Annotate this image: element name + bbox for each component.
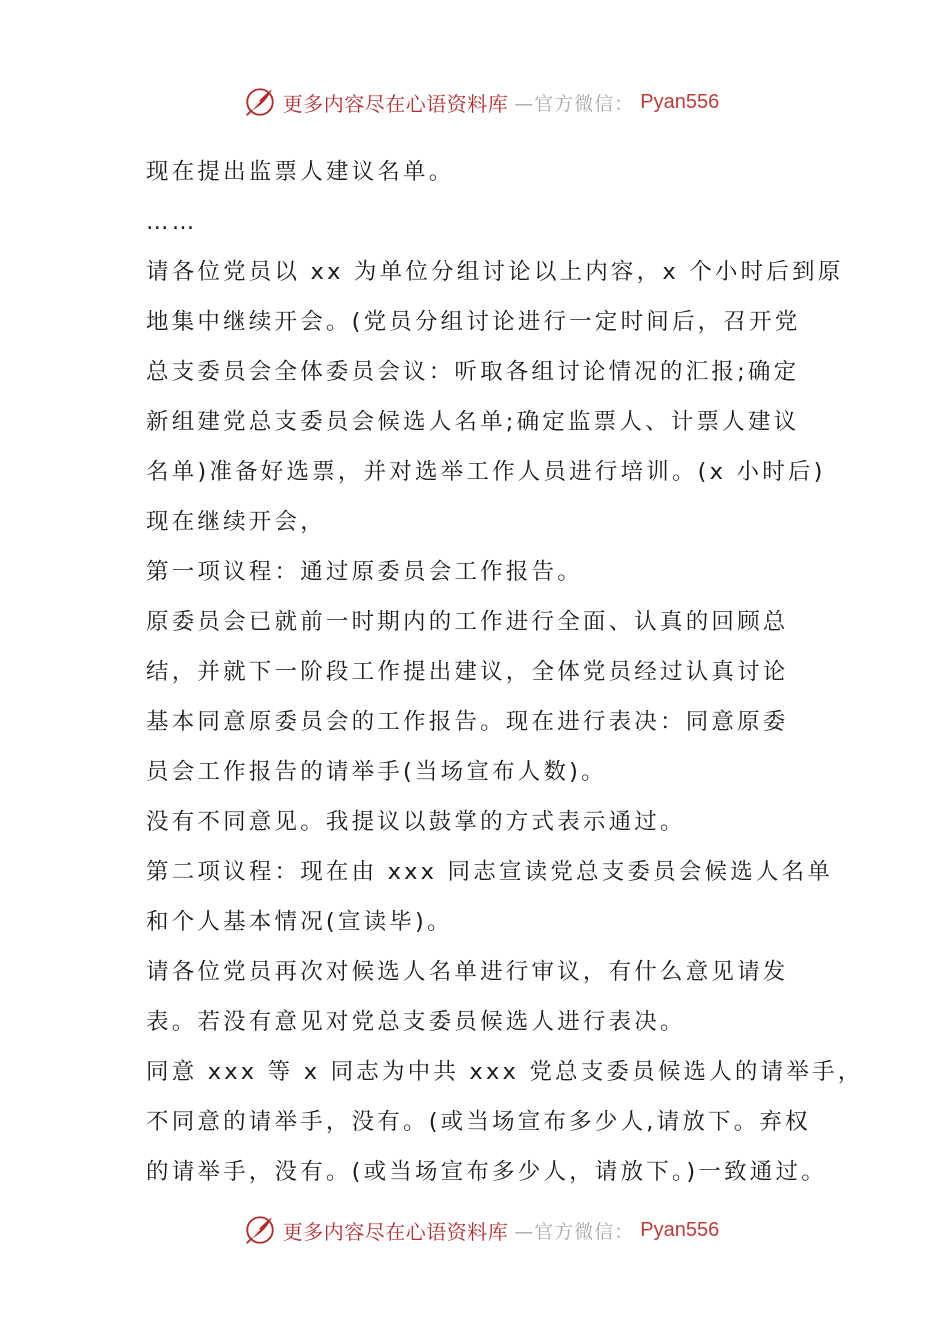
- text-line: 表。若没有意见对党总支委员候选人进行表决。: [146, 1009, 686, 1035]
- text-line: 原委员会已就前一时期内的工作进行全面、认真的回顾总: [146, 609, 789, 635]
- text-line: 请各位党员以 xx 为单位分组讨论以上内容，x 个小时后到原: [146, 259, 844, 285]
- text-line: ……: [146, 209, 198, 235]
- text-line: 第二项议程：现在由 xxx 同志宣读党总支委员会候选人名单: [146, 859, 834, 885]
- text-line: 员会工作报告的请举手(当场宣布人数)。: [146, 759, 607, 785]
- text-line: 请各位党员再次对候选人名单进行审议，有什么意见请发: [146, 959, 789, 985]
- text-line: 总支委员会全体委员会议：听取各组讨论情况的汇报;确定: [146, 359, 800, 385]
- text-line: 结，并就下一阶段工作提出建议，全体党员经过认真讨论: [146, 659, 789, 685]
- footer-banner: [0, 1208, 950, 1252]
- banner-wechat-id: Pyan556: [640, 1218, 720, 1241]
- banner-site-text: 更多内容尽在心语资料库: [282, 1219, 509, 1244]
- document-body: [146, 147, 864, 1197]
- quill-pen-logo-icon: [243, 1213, 277, 1247]
- banner-separator: —官方微信：: [514, 92, 635, 115]
- text-line: 和个人基本情况(宣读毕)。: [146, 909, 453, 935]
- text-line: 新组建党总支委员会候选人名单;确定监票人、计票人建议: [146, 409, 800, 435]
- text-line: 没有不同意见。我提议以鼓掌的方式表示通过。: [146, 809, 686, 835]
- header-banner: [0, 80, 950, 124]
- text-line: 第一项议程：通过原委员会工作报告。: [146, 559, 583, 585]
- banner-wechat-id: Pyan556: [640, 90, 720, 113]
- banner-separator: —官方微信：: [514, 1220, 635, 1243]
- text-line: 不同意的请举手，没有。(或当场宣布多少人,请放下。弃权: [146, 1109, 811, 1135]
- text-line: 现在提出监票人建议名单。: [146, 159, 455, 185]
- text-line: 名单)准备好选票，并对选举工作人员进行培训。(x 小时后): [146, 459, 826, 485]
- text-line: 现在继续开会，: [146, 509, 326, 535]
- quill-pen-logo-icon: [243, 85, 277, 119]
- banner-site-text: 更多内容尽在心语资料库: [282, 91, 509, 116]
- banner-content: [243, 1213, 719, 1247]
- text-line: 地集中继续开会。(党员分组讨论进行一定时间后，召开党: [146, 309, 801, 335]
- text-line: 的请举手，没有。(或当场宣布多少人，请放下。)一致通过。: [146, 1159, 827, 1185]
- text-line: 基本同意原委员会的工作报告。现在进行表决：同意原委: [146, 709, 789, 735]
- text-line: 同意 xxx 等 x 同志为中共 xxx 党总支委员候选人的请举手，: [146, 1059, 864, 1085]
- banner-content: [243, 85, 719, 119]
